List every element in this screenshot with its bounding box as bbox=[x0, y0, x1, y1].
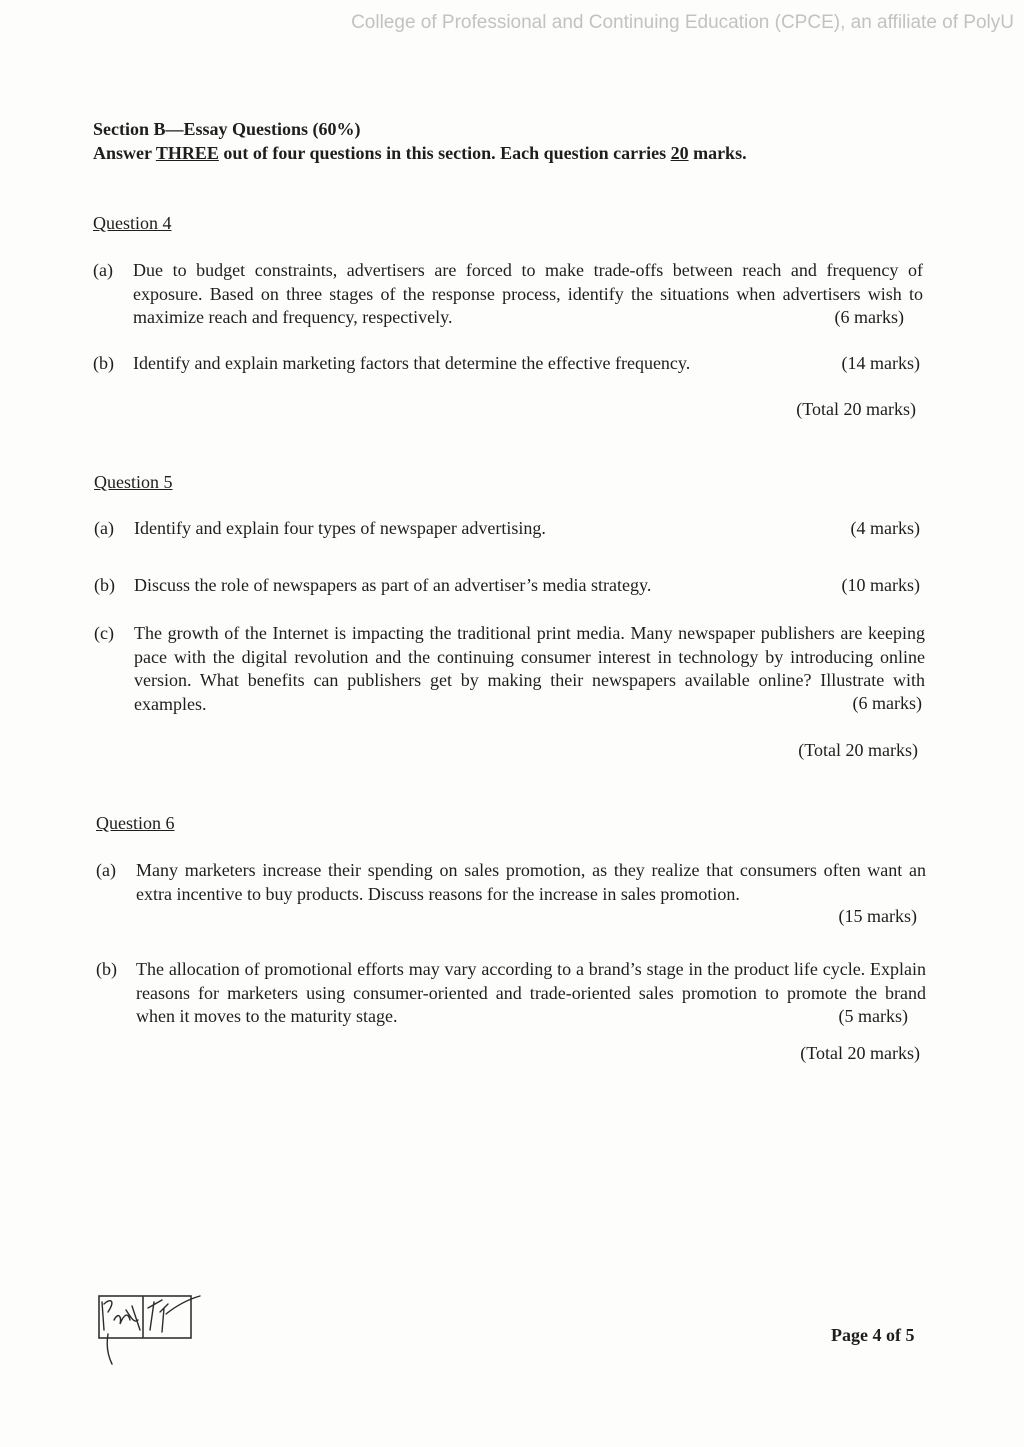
question-4-heading: Question 4 bbox=[93, 213, 172, 233]
question-6-heading: Question 6 bbox=[96, 813, 175, 833]
question-5-total: (Total 20 marks) bbox=[798, 740, 918, 760]
part-marks: (6 marks) bbox=[834, 307, 904, 327]
question-6-part-a bbox=[96, 859, 926, 931]
part-text: The growth of the Internet is impacting the traditional print media. Many newspaper publishers are keeping pace with the digital revolution and the continuing consumer interest in technology by introducing online version. What benefits can publishers get by making their newspapers available online? Illustrate with examples. bbox=[134, 623, 925, 714]
part-text: Discuss the role of newspapers as part of an advertiser’s media strategy. bbox=[134, 575, 652, 595]
part-marks: (15 marks) bbox=[838, 906, 917, 926]
question-5-part-c bbox=[94, 622, 925, 718]
instruction-emphasis-marks: 20 bbox=[670, 143, 689, 163]
instruction-emphasis-count: THREE bbox=[155, 143, 219, 163]
part-marks: (4 marks) bbox=[850, 518, 920, 538]
signature-initials-stamp bbox=[96, 1290, 206, 1370]
section-title: Section B—Essay Questions (60%) bbox=[93, 119, 361, 139]
question-4-total: (Total 20 marks) bbox=[796, 399, 916, 419]
page-number: Page 4 of 5 bbox=[831, 1325, 915, 1345]
signature-scribble-left bbox=[102, 1301, 140, 1364]
question-4-part-a bbox=[93, 259, 923, 331]
question-4-part-b bbox=[93, 352, 923, 378]
part-marks: (10 marks) bbox=[841, 575, 920, 595]
part-label: (b) bbox=[93, 353, 114, 373]
part-label: (a) bbox=[93, 260, 113, 280]
part-text: Many marketers increase their spending on sales promotion, as they realize that consumers often want an extra incentive to buy products. Discuss reasons for the increase in sales promotion. bbox=[136, 860, 926, 904]
signature-scribble-right bbox=[148, 1296, 200, 1332]
question-6-total: (Total 20 marks) bbox=[800, 1043, 920, 1063]
question-5-heading: Question 5 bbox=[94, 472, 173, 492]
part-text: Identify and explain four types of newspaper advertising. bbox=[134, 518, 546, 538]
part-label: (b) bbox=[96, 959, 117, 979]
part-text: Identify and explain marketing factors that determine the effective frequency. bbox=[133, 353, 691, 373]
instruction-text: marks. bbox=[688, 143, 747, 163]
instruction-text: out of four questions in this section. Each question carries bbox=[218, 143, 671, 163]
part-marks: (6 marks) bbox=[852, 693, 922, 713]
part-label: (b) bbox=[94, 575, 115, 595]
part-label: (a) bbox=[96, 860, 116, 880]
part-text: The allocation of promotional efforts may vary according to a brand’s stage in the product life cycle. Explain reasons for marketers using consumer-oriented and trade-oriented sales promotion to promote the brand when it moves to the maturity stage. bbox=[136, 959, 926, 1026]
part-marks: (5 marks) bbox=[838, 1006, 908, 1026]
part-text: Due to budget constraints, advertisers are forced to make trade-offs between reach and frequency of exposure. Based on three stages of the response process, identify the situations when advertisers wish to maximize reach and frequency, respectively. bbox=[133, 260, 923, 327]
watermark: College of Professional and Continuing Education (CPCE), an affiliate of PolyU bbox=[351, 12, 1014, 33]
question-6-part-b bbox=[96, 958, 926, 1030]
instruction-text: Answer bbox=[93, 143, 156, 163]
initials-box bbox=[99, 1296, 191, 1338]
section-instruction bbox=[93, 143, 747, 164]
question-5-part-b bbox=[94, 574, 922, 600]
part-label: (c) bbox=[94, 623, 114, 643]
part-marks: (14 marks) bbox=[841, 353, 920, 373]
part-label: (a) bbox=[94, 518, 114, 538]
question-5-part-a bbox=[94, 517, 922, 543]
